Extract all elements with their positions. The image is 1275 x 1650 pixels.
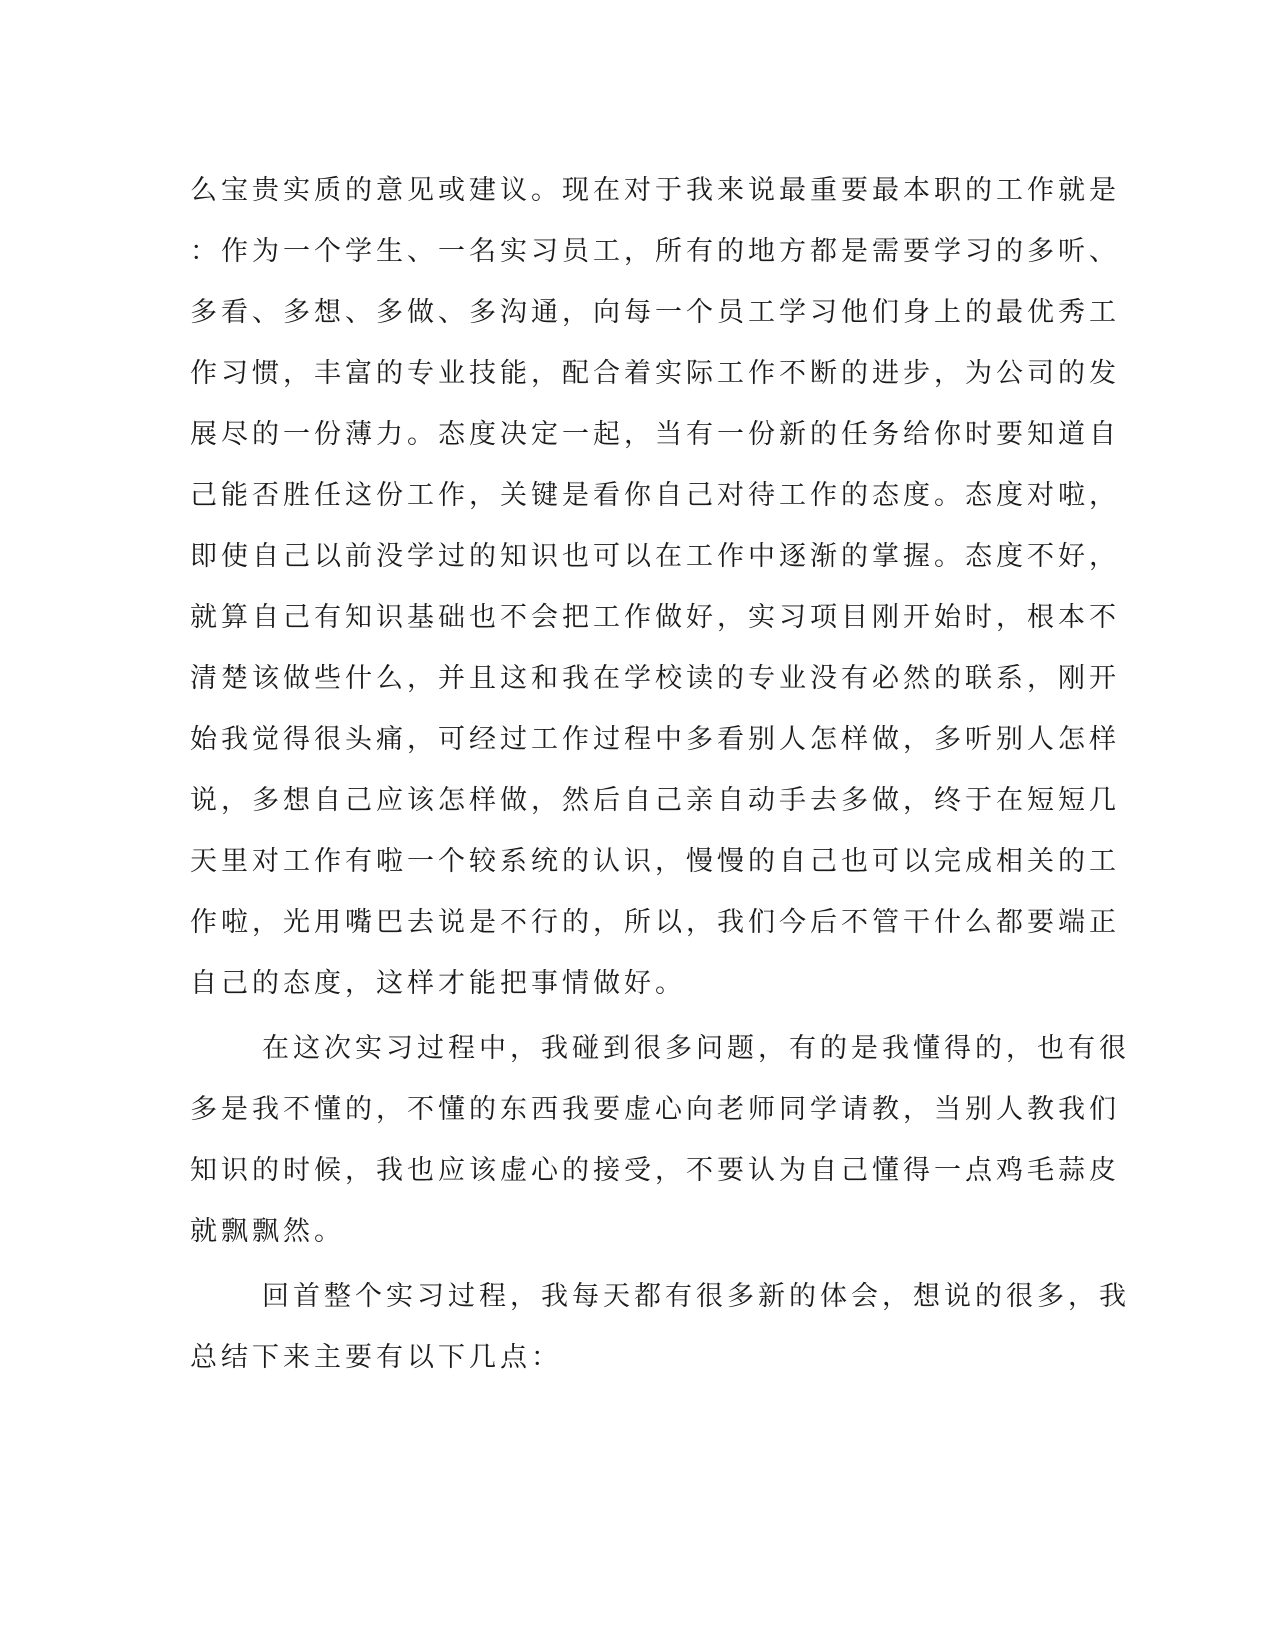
- document-body: [190, 160, 1130, 1388]
- text-line: 知识的时候，我也应该虚心的接受，不要认为自己懂得一点鸡毛蒜皮: [190, 1155, 1120, 1186]
- text-line: 天里对工作有啦一个较系统的认识，慢慢的自己也可以完成相关的工: [190, 846, 1120, 877]
- paragraph-1: [190, 160, 1120, 1014]
- text-line: 就飘飘然。: [190, 1216, 345, 1247]
- text-line: 么宝贵实质的意见或建议。现在对于我来说最重要最本职的工作就是: [190, 175, 1120, 206]
- text-line: 即使自己以前没学过的知识也可以在工作中逐渐的掌握。态度不好，: [190, 541, 1120, 572]
- text-line: 作习惯，丰富的专业技能，配合着实际工作不断的进步，为公司的发: [190, 358, 1120, 389]
- text-line: 作啦，光用嘴巴去说是不行的，所以，我们今后不管干什么都要端正: [190, 907, 1120, 938]
- paragraph-2: [190, 1018, 1130, 1262]
- text-line: 总结下来主要有以下几点：: [190, 1342, 562, 1373]
- paragraph-3: [190, 1266, 1130, 1388]
- text-line: 展尽的一份薄力。态度决定一起，当有一份新的任务给你时要知道自: [190, 419, 1120, 450]
- text-line: 说，多想自己应该怎样做，然后自己亲自动手去多做，终于在短短几: [190, 785, 1120, 816]
- text-line: 回首整个实习过程，我每天都有很多新的体会，想说的很多，我: [262, 1281, 1130, 1312]
- text-line: 清楚该做些什么，并且这和我在学校读的专业没有必然的联系，刚开: [190, 663, 1120, 694]
- text-line: 在这次实习过程中，我碰到很多问题，有的是我懂得的，也有很: [262, 1033, 1130, 1064]
- text-line: 始我觉得很头痛，可经过工作过程中多看别人怎样做，多听别人怎样: [190, 724, 1120, 755]
- text-line: ：作为一个学生、一名实习员工，所有的地方都是需要学习的多听、: [190, 236, 1120, 267]
- text-line: 多是我不懂的，不懂的东西我要虚心向老师同学请教，当别人教我们: [190, 1094, 1120, 1125]
- text-line: 己能否胜任这份工作，关键是看你自己对待工作的态度。态度对啦，: [190, 480, 1120, 511]
- text-line: 就算自己有知识基础也不会把工作做好，实习项目刚开始时，根本不: [190, 602, 1120, 633]
- text-line: 自己的态度，这样才能把事情做好。: [190, 968, 686, 999]
- text-line: 多看、多想、多做、多沟通，向每一个员工学习他们身上的最优秀工: [190, 297, 1120, 328]
